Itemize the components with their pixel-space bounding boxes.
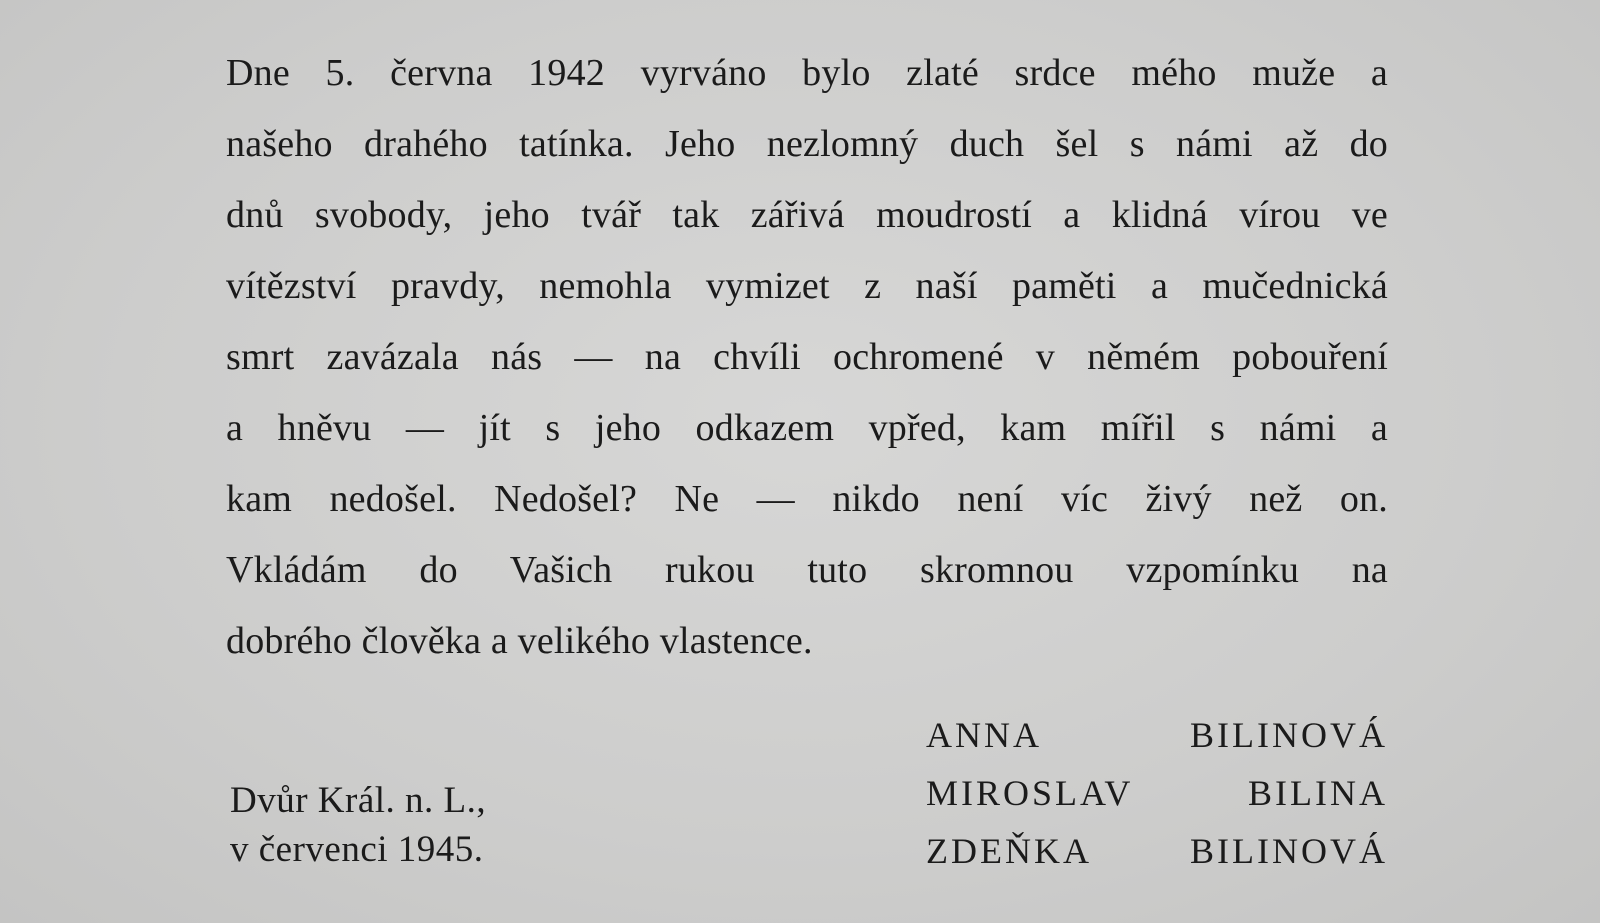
signature-name: ZDEŇKA BILINOVÁ bbox=[926, 831, 1388, 871]
memorial-text bbox=[226, 38, 1388, 677]
text-line: dnů svobody, jeho tvář tak zářivá moudrostí a klidná vírou ve bbox=[226, 194, 1388, 236]
signature-name: ANNA BILINOVÁ bbox=[926, 715, 1388, 755]
signatures bbox=[926, 706, 1388, 880]
signature-name: MIROSLAV BILINA bbox=[926, 773, 1388, 813]
text-line: dobrého člověka a velikého vlastence. bbox=[226, 620, 813, 662]
text-line: kam nedošel. Nedošel? Ne — nikdo není víc živý než on. bbox=[226, 478, 1388, 520]
place-and-date bbox=[230, 776, 486, 874]
date: v červenci 1945. bbox=[230, 829, 484, 870]
place: Dvůr Král. n. L., bbox=[230, 780, 487, 821]
text-line: našeho drahého tatínka. Jeho nezlomný duch šel s námi až do bbox=[226, 123, 1388, 165]
text-line: vítězství pravdy, nemohla vymizet z naší paměti a mučednická bbox=[226, 265, 1388, 307]
text-line: Dne 5. června 1942 vyrváno bylo zlaté srdce mého muže a bbox=[226, 52, 1388, 94]
text-line: smrt zavázala nás — na chvíli ochromené v němém pobouření bbox=[226, 336, 1388, 378]
text-line: a hněvu — jít s jeho odkazem vpřed, kam mířil s námi a bbox=[226, 407, 1388, 449]
text-line: Vkládám do Vašich rukou tuto skromnou vzpomínku na bbox=[226, 549, 1388, 591]
